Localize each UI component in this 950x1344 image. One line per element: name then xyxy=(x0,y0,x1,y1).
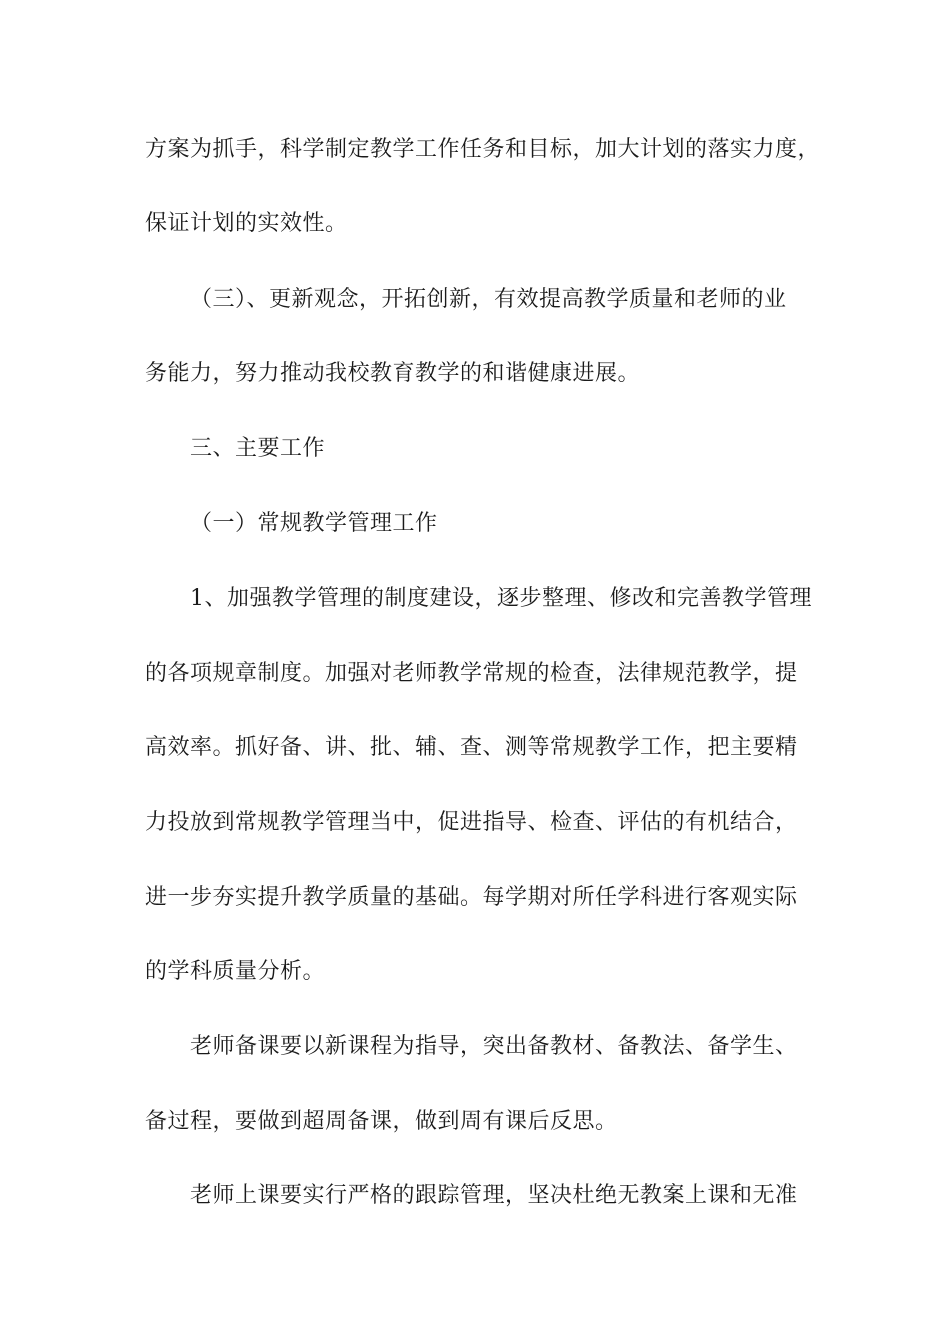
subsection-heading: （一）常规教学管理工作 xyxy=(190,511,438,536)
paragraph-line: 高效率。抓好备、讲、批、辅、查、测等常规教学工作，把主要精 xyxy=(145,735,798,760)
paragraph-line: 保证计划的实效性。 xyxy=(145,211,348,236)
paragraph-line: 力投放到常规教学管理当中，促进指导、检查、评估的有机结合， xyxy=(145,810,798,835)
paragraph-line: 进一步夯实提升教学质量的基础。每学期对所任学科进行客观实际 xyxy=(145,885,798,910)
paragraph-line: 备过程，要做到超周备课，做到周有课后反思。 xyxy=(145,1109,618,1134)
paragraph-line: 的各项规章制度。加强对老师教学常规的检查，法律规范教学，提 xyxy=(145,661,798,686)
paragraph-line: 老师备课要以新课程为指导，突出备教材、备教法、备学生、 xyxy=(190,1034,798,1059)
paragraph-line: 务能力，努力推动我校教育教学的和谐健康进展。 xyxy=(145,361,641,386)
paragraph-line: 1、加强教学管理的制度建设，逐步整理、修改和完善教学管理 xyxy=(190,586,812,611)
paragraph-line: 方案为抓手，科学制定教学工作任务和目标，加大计划的落实力度， xyxy=(145,137,821,162)
paragraph-line: 老师上课要实行严格的跟踪管理，坚决杜绝无教案上课和无准 xyxy=(190,1183,798,1208)
section-heading-line: （三）、更新观念，开拓创新，有效提高教学质量和老师的业 xyxy=(190,287,787,312)
section-heading: 三、主要工作 xyxy=(190,436,326,461)
paragraph-line: 的学科质量分析。 xyxy=(145,959,326,984)
